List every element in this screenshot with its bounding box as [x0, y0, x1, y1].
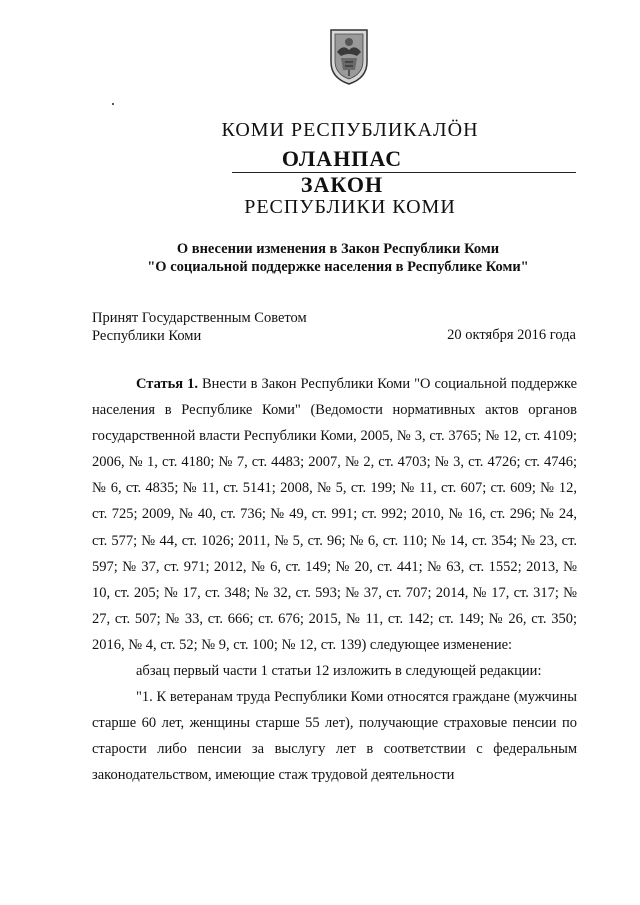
adoption-info: [92, 309, 307, 345]
header-line-komi-republic: КОМИ РЕСПУБЛИКАЛӦН: [221, 119, 479, 141]
header-line-republic-komi: РЕСПУБЛИКИ КОМИ: [244, 196, 456, 218]
header-line-zakon: ЗАКОН: [300, 172, 384, 197]
article-1-paragraph-1-text: Внести в Закон Республики Коми "О социальной поддержке населения в Республике Коми" (Ведомости нормативных актов органов государственной власти Республики Коми, 2005, № 3, ст. 3765; № 12, ст. 4109; 2006, № 1, ст. 4180; № 7, ст. 4483; 2007, № 2, ст. 4703; № 3, ст. 4726; ст. 4746; № 6, ст. 4835; № 11, ст. 5141; 2008, № 5, ст. 199; № 11, ст. 607; ст. 609; № 12, ст. 725; 2009, № 40, ст. 736; № 49, ст. 991; ст. 992; 2010, № 16, ст. 296; № 24, ст. 577; № 44, ст. 1026; 2011, № 5, ст. 96; № 6, ст. 110; № 14, ст. 354; № 23, ст. 597; № 37, ст. 971; 2012, № 6, ст. 149; № 20, ст. 441; № 63, ст. 1552; 2013, № 10, ст. 205; № 17, ст. 348; № 32, ст. 593; № 37, ст. 707; 2014, № 17, ст. 317; № 27, ст. 507; № 33, ст. 666; ст. 676; 2015, № 11, ст. 142; ст. 149; № 26, ст. 350; 2016, № 4, ст. 52; № 9, ст. 100; № 12, ст. 139) следующее изменение:: [92, 376, 577, 653]
article-1-paragraph-1: [92, 371, 577, 658]
article-1-paragraph-2: абзац первый части 1 статьи 12 изложить в следующей редакции:: [136, 663, 542, 680]
scan-artifact-dot: [112, 103, 114, 105]
adoption-date: 20 октября 2016 года: [447, 327, 576, 343]
article-1-paragraph-3: "1. К ветеранам труда Республики Коми относятся граждане (мужчины старше 60 лет, женщины старше 55 лет), получающие страховые пенсии по старости либо пенсии за выслугу лет в соответствии с федеральным законодательством, имеющие стаж трудовой деятельности: [92, 689, 577, 784]
adoption-line-1: Принят Государственным Советом: [92, 310, 307, 326]
adoption-line-2: Республики Коми: [92, 328, 202, 344]
law-title: [0, 240, 640, 276]
law-title-line-2: "О социальной поддержке населения в Республике Коми": [147, 259, 529, 275]
header-line-olanpas: ОЛАНПАС: [281, 146, 403, 171]
law-title-line-1: О внесении изменения в Закон Республики Коми: [176, 241, 500, 257]
komi-coat-of-arms-emblem: [327, 26, 371, 86]
article-1: [92, 371, 577, 789]
article-label: Статья 1.: [136, 376, 198, 392]
